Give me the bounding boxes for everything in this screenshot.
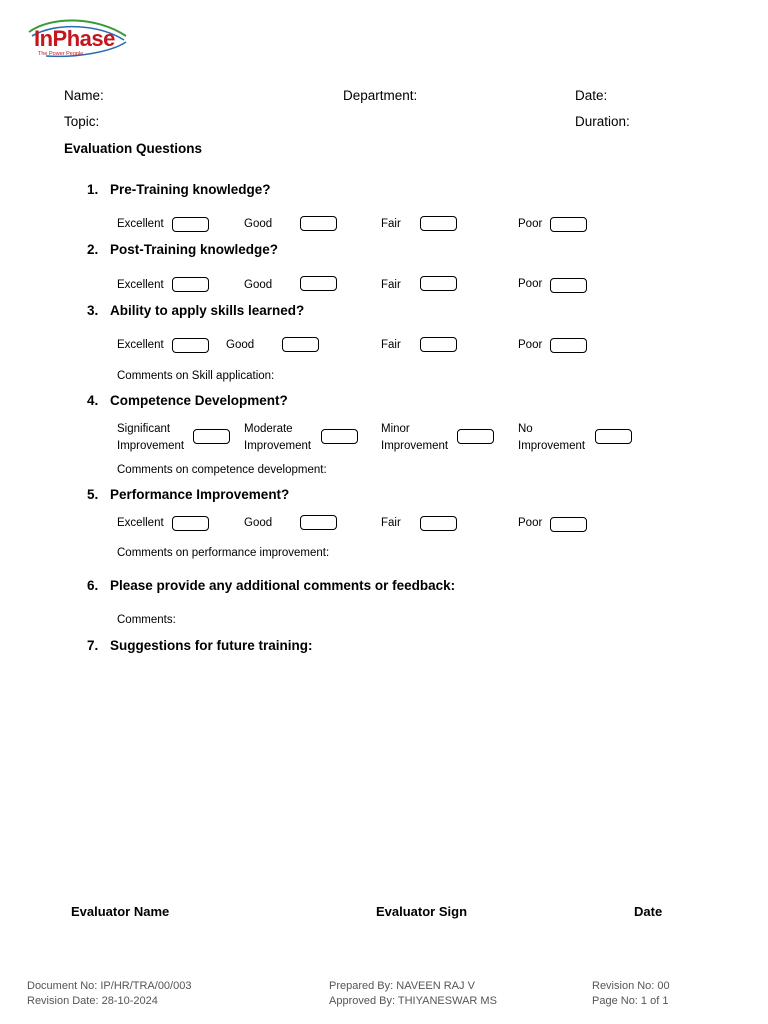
evaluator-sign-label: Evaluator Sign	[376, 904, 468, 919]
document-number: Document No: IP/HR/TRA/00/003	[27, 980, 192, 992]
q1-excellent-checkbox[interactable]	[172, 217, 209, 232]
q2-poor-checkbox[interactable]	[550, 278, 587, 293]
topic-label: Topic:	[64, 114, 100, 129]
approved-by: Approved By: THIYANESWAR MS	[329, 994, 497, 1007]
q4-significant-checkbox[interactable]	[193, 429, 230, 444]
option-label: Excellent	[117, 279, 164, 291]
option-label: Good	[226, 339, 255, 351]
option-label-line1: Moderate	[244, 423, 293, 435]
comment-label: Comments:	[117, 614, 176, 626]
option-label: Poor	[518, 517, 543, 529]
logo-text: InPhase	[34, 26, 115, 51]
company-logo	[26, 14, 130, 58]
option-label: Poor	[518, 339, 543, 351]
question-number: 2.	[87, 242, 99, 257]
option-label: Good	[244, 218, 273, 230]
footer-document-info	[27, 979, 191, 1008]
comment-label: Comments on performance improvement:	[117, 547, 330, 559]
q3-good-checkbox[interactable]	[282, 337, 319, 352]
question-4-text: Competence Development?	[110, 393, 288, 408]
question-number: 1.	[87, 182, 99, 197]
option-label: Poor	[518, 278, 543, 290]
q5-good-checkbox[interactable]	[300, 515, 337, 530]
signature-date-label: Date	[634, 904, 663, 919]
prepared-by: Prepared By: NAVEEN RAJ V	[329, 980, 475, 992]
footer-revision-info	[592, 979, 670, 1008]
question-number: 5.	[87, 487, 99, 502]
question-5-text: Performance Improvement?	[110, 487, 290, 502]
q2-fair-checkbox[interactable]	[420, 276, 457, 291]
date-label: Date:	[575, 88, 608, 103]
option-label-line2: Improvement	[117, 440, 185, 452]
question-number: 3.	[87, 303, 99, 318]
q1-poor-checkbox[interactable]	[550, 217, 587, 232]
option-label: Good	[244, 279, 273, 291]
comment-label: Comments on competence development:	[117, 464, 327, 476]
q2-good-checkbox[interactable]	[300, 276, 337, 291]
option-label-line1: Minor	[381, 423, 410, 435]
q1-good-checkbox[interactable]	[300, 216, 337, 231]
q1-fair-checkbox[interactable]	[420, 216, 457, 231]
q2-excellent-checkbox[interactable]	[172, 277, 209, 292]
q4-moderate-checkbox[interactable]	[321, 429, 358, 444]
comment-label: Comments on Skill application:	[117, 370, 275, 382]
question-3-text: Ability to apply skills learned?	[110, 303, 305, 318]
question-7-text: Suggestions for future training:	[110, 638, 313, 653]
evaluator-name-label: Evaluator Name	[71, 904, 170, 919]
department-label: Department:	[343, 88, 418, 103]
option-label-line2: Improvement	[381, 440, 449, 452]
option-label: Excellent	[117, 218, 164, 230]
option-label: Good	[244, 517, 273, 529]
question-number: 6.	[87, 578, 99, 593]
q3-fair-checkbox[interactable]	[420, 337, 457, 352]
footer-approval-info	[329, 979, 497, 1008]
option-label: Excellent	[117, 339, 164, 351]
question-number: 7.	[87, 638, 99, 653]
option-label: Fair	[381, 279, 401, 291]
duration-label: Duration:	[575, 114, 630, 129]
q5-excellent-checkbox[interactable]	[172, 516, 209, 531]
name-label: Name:	[64, 88, 104, 103]
q3-excellent-checkbox[interactable]	[172, 338, 209, 353]
option-label-line2: Improvement	[518, 440, 586, 452]
question-1-text: Pre-Training knowledge?	[110, 182, 271, 197]
option-label-line1: No	[518, 423, 533, 435]
question-2-text: Post-Training knowledge?	[110, 242, 279, 257]
option-label: Excellent	[117, 517, 164, 529]
page-number: Page No: 1 of 1	[592, 994, 669, 1007]
logo-tagline: The Power People	[38, 51, 84, 57]
q5-fair-checkbox[interactable]	[420, 516, 457, 531]
option-label: Fair	[381, 218, 401, 230]
q4-minor-checkbox[interactable]	[457, 429, 494, 444]
revision-number: Revision No: 00	[592, 980, 670, 992]
section-title: Evaluation Questions	[64, 141, 203, 156]
option-label-line2: Improvement	[244, 440, 312, 452]
option-label: Fair	[381, 339, 401, 351]
question-6-text: Please provide any additional comments or feedback:	[110, 578, 456, 593]
q5-poor-checkbox[interactable]	[550, 517, 587, 532]
q3-poor-checkbox[interactable]	[550, 338, 587, 353]
option-label: Poor	[518, 218, 543, 230]
q4-no-improvement-checkbox[interactable]	[595, 429, 632, 444]
option-label-line1: Significant	[117, 423, 171, 435]
revision-date: Revision Date: 28-10-2024	[27, 994, 158, 1007]
option-label: Fair	[381, 517, 401, 529]
question-number: 4.	[87, 393, 99, 408]
